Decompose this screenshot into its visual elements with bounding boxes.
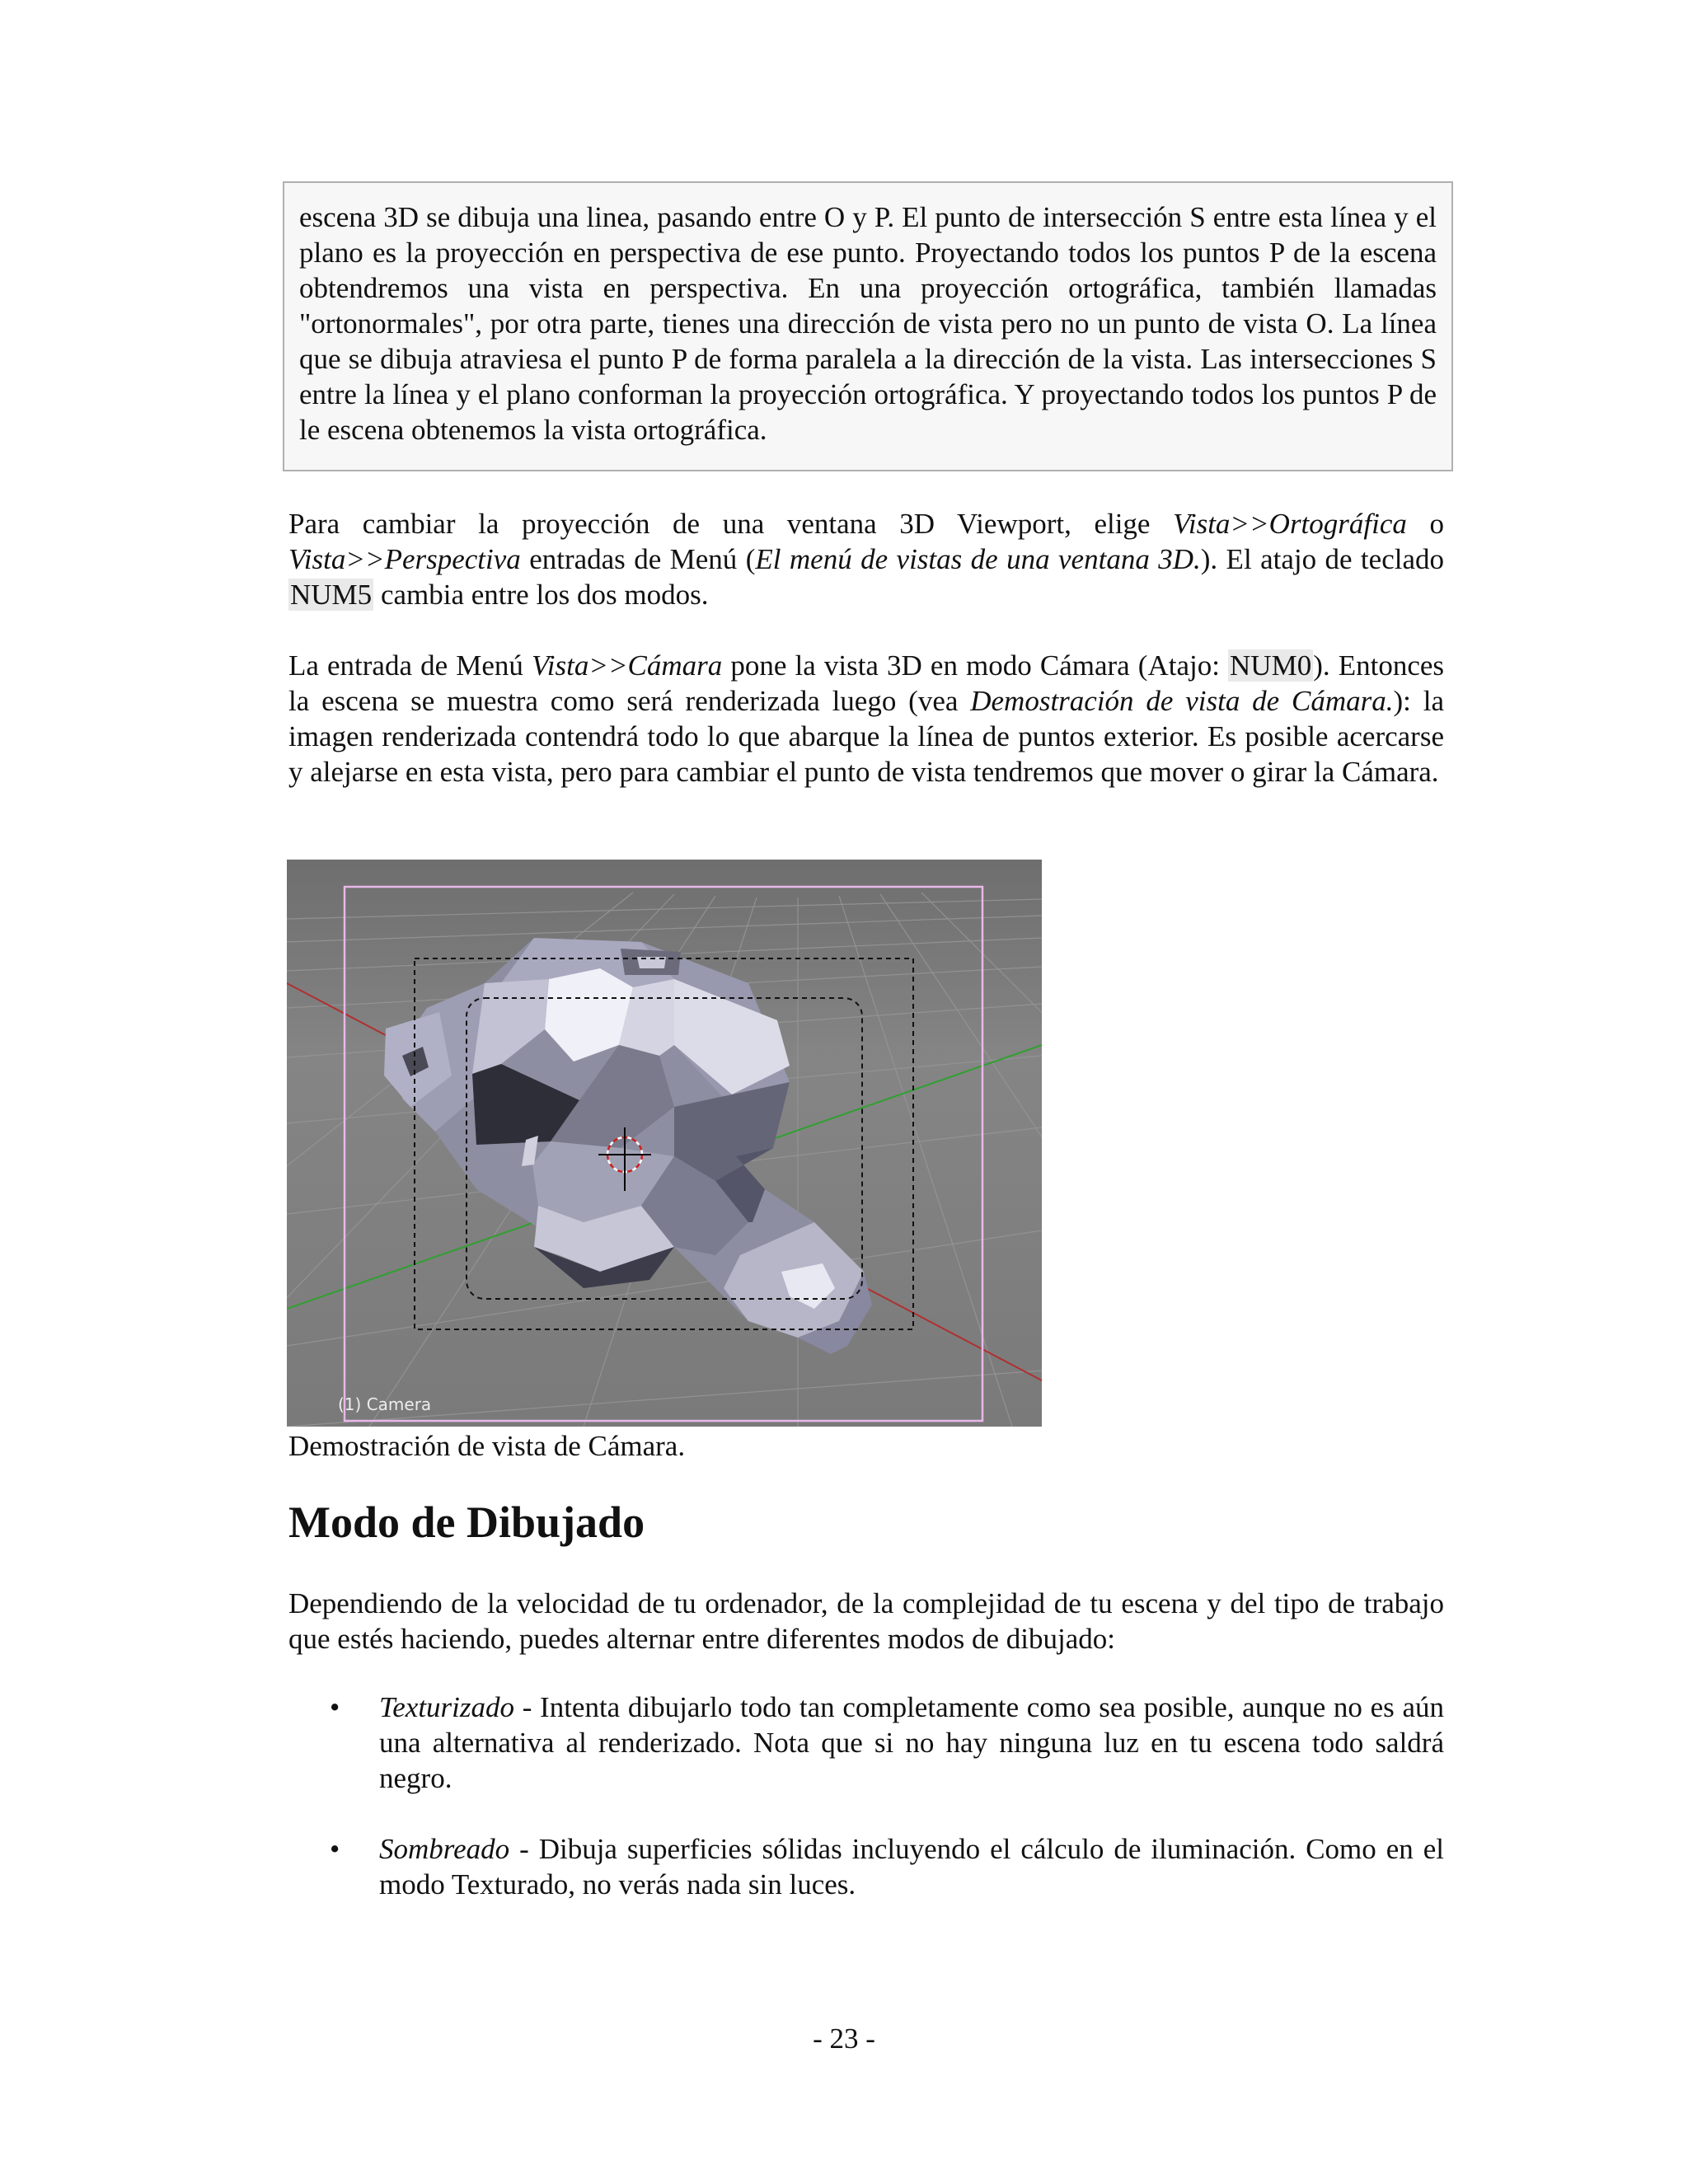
list-item bbox=[288, 1690, 1444, 1796]
mode-description: - Intenta dibujarlo todo tan completamente como sea posible, aunque no es aún una alternativa al renderizado. Nota que si no hay ninguna luz en tu escena todo saldrá negro. bbox=[379, 1691, 1444, 1794]
section-intro: Dependiendo de la velocidad de tu ordenador, de la complejidad de tu escena y del tipo de trabajo que estés haciendo, puedes alternar entre diferentes modos de dibujado: bbox=[288, 1587, 1444, 1655]
menu-path-persp: Vista>>Perspectiva bbox=[288, 543, 521, 575]
shortcut-key-num5: NUM5 bbox=[290, 579, 373, 611]
list-item bbox=[288, 1831, 1444, 1902]
text-run: pone la vista 3D en modo Cámara (Atajo: bbox=[722, 649, 1229, 682]
shortcut-key-num0: NUM0 bbox=[1230, 649, 1312, 682]
note-text: escena 3D se dibuja una linea, pasando entre O y P. El punto de intersección S entre esta línea y el plano es la proyección en perspectiva de ese punto. Proyectando todos los puntos P de la escena obtendremos una vista en perspectiva. En una proyección ortográfica, también llamadas "ortonormales", por otra parte, tienes una dirección de vista pero no un punto de vista O. La línea que se dibuja atraviesa el punto P de forma paralela a la dirección de la vista. Las intersecciones S entre la línea y el plano conforman la proyección ortográfica. Y proyectando todos los puntos P de le escena obtenemos la vista ortográfica. bbox=[299, 201, 1437, 446]
menu-path-camera: Vista>>Cámara bbox=[531, 649, 723, 682]
text-run: ): la imagen renderizada contendrá todo lo que abarque la línea de puntos exterior. Es posible acercarse y alejarse en esta vista, pero para cambiar el punto de vista tendremos que mover o girar la Cámara. bbox=[288, 685, 1444, 788]
text-run: Para cambiar la proyección de una ventana 3D Viewport, elige bbox=[288, 508, 1174, 540]
viewport-render bbox=[287, 860, 1042, 1427]
menu-reference: El menú de vistas de una ventana 3D. bbox=[755, 543, 1201, 575]
text-run: entradas de Menú ( bbox=[520, 543, 756, 575]
text-run: cambia entre los dos modos. bbox=[373, 579, 709, 611]
figure-caption: Demostración de vista de Cámara. bbox=[288, 1430, 686, 1462]
bullet: • bbox=[330, 1833, 340, 1865]
camera-view-screenshot bbox=[287, 860, 1042, 1427]
figure-reference: Demostración de vista de Cámara. bbox=[970, 685, 1394, 717]
draw-modes-list bbox=[288, 1690, 1444, 1938]
mode-description: - Dibuja superficies sólidas incluyendo el cálculo de iluminación. Como en el modo Texturado, no verás nada sin luces. bbox=[379, 1833, 1444, 1900]
text-run: o bbox=[1406, 508, 1444, 540]
page-number: - 23 - bbox=[813, 2022, 875, 2055]
viewport-label: (1) Camera bbox=[338, 1394, 432, 1414]
bullet: • bbox=[330, 1691, 340, 1723]
section-heading: Modo de Dibujado bbox=[288, 1497, 645, 1547]
text-run: ). Entonces la escena se muestra como será renderizada luego (vea bbox=[288, 649, 1445, 717]
text-run: ). El atajo de teclado bbox=[1200, 543, 1444, 575]
perspective-note-box bbox=[283, 181, 1453, 471]
text-run: La entrada de Menú bbox=[288, 649, 532, 682]
mode-name: Texturizado bbox=[379, 1691, 515, 1723]
mode-name: Sombreado bbox=[379, 1833, 510, 1865]
projection-paragraph bbox=[288, 506, 1444, 612]
menu-path-ortho: Vista>>Ortográfica bbox=[1173, 508, 1407, 540]
camera-paragraph bbox=[288, 648, 1444, 790]
